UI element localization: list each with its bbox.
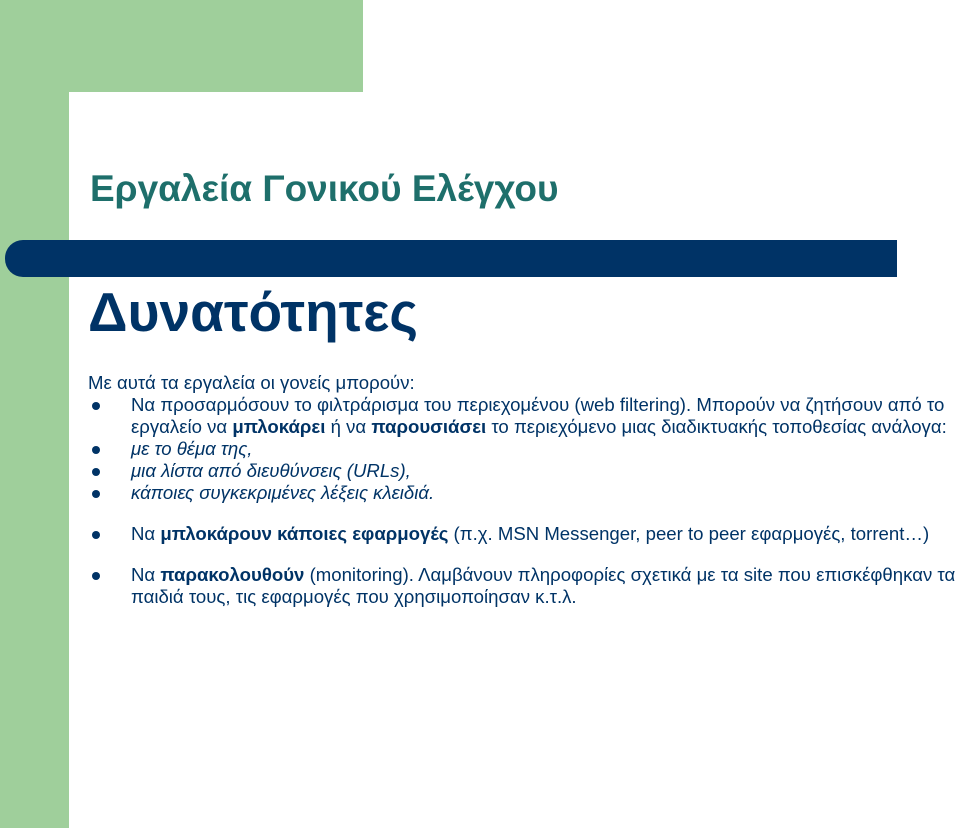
- slide-body: [88, 372, 960, 608]
- bullet-dot-icon: [92, 572, 100, 580]
- list-item-block-apps: Να μπλοκάρουν κάποιες εφαρμογές (π.χ. MSN Messenger, peer to peer εφαρμογές, torrent…): [88, 523, 960, 545]
- bullet-dot-icon: [92, 468, 100, 476]
- slide-subtitle: Δυνατότητες: [88, 281, 418, 343]
- title-divider-bar: [5, 240, 897, 277]
- bullet-list: [88, 394, 960, 608]
- intro-text: Με αυτά τα εργαλεία οι γονείς μπορούν:: [88, 372, 415, 393]
- list-item-by-keywords: κάποιες συγκεκριμένες λέξεις κλειδιά.: [88, 482, 960, 504]
- list-item-web-filtering: Να προσαρμόσουν το φιλτράρισμα του περιεχομένου (web filtering). Μπορούν να ζητήσουν από το εργαλείο να μπλοκάρει ή να παρουσιάσει το περιεχόμενο μιας διαδικτυακής τοποθεσίας ανάλογα:: [88, 394, 960, 438]
- left-decor-strip: [0, 0, 69, 828]
- list-item-by-topic: με το θέμα της,: [88, 438, 960, 460]
- decor-corner: [69, 92, 129, 152]
- top-decor-block: [69, 0, 363, 92]
- bullet-dot-icon: [92, 531, 100, 539]
- bullet-dot-icon: [92, 490, 100, 498]
- bullet-dot-icon: [92, 446, 100, 454]
- list-item-monitoring: Να παρακολουθούν (monitoring). Λαμβάνουν πληροφορίες σχετικά με τα site που επισκέφθηκαν τα παιδιά τους, τις εφαρμογές που χρησιμοποίησαν κ.τ.λ.: [88, 564, 960, 608]
- list-item-by-urls: μια λίστα από διευθύνσεις (URLs),: [88, 460, 960, 482]
- bullet-dot-icon: [92, 402, 100, 410]
- slide-title: Εργαλεία Γονικού Ελέγχου: [90, 168, 559, 209]
